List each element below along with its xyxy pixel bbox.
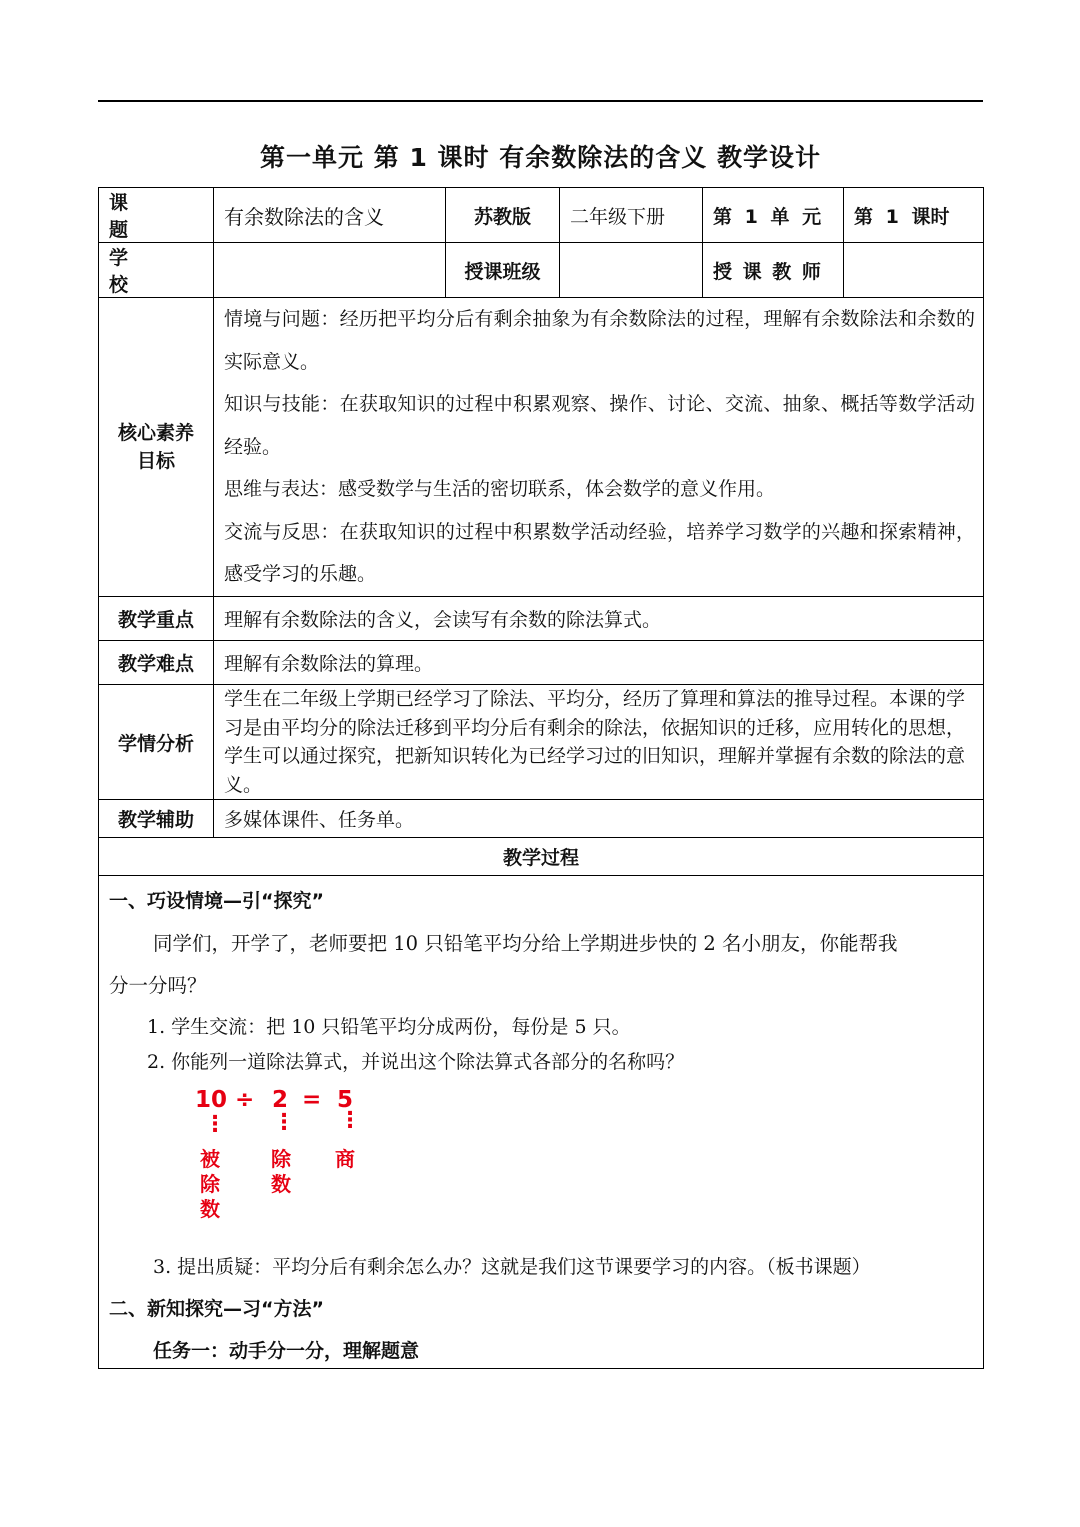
topic-label: 课 题: [99, 188, 214, 243]
class-label: 授课班级: [446, 243, 560, 298]
school-label: 学 校: [99, 243, 214, 298]
goals-label-line2: 目标: [136, 450, 175, 472]
step-item: 2. 你能列一道除法算式，并说出这个除法算式各部分的名称吗？: [147, 1051, 685, 1073]
process-heading-row: [99, 838, 984, 876]
dividend-name: 被除数: [200, 1147, 220, 1221]
analysis-value: 学生在二年级上学期已经学习了除法、平均分，经历了算理和算法的推导过程。本课的学习是由平均分的除法迁移到平均分后有剩余的除法，依据知识的迁移，应用转化的思想，学生可以通过探究，把新知识转化为已经学习过的旧知识，理解并掌握有余数的除法的意义。: [224, 688, 966, 796]
equation-divide-sign: ÷: [235, 1087, 255, 1113]
equation-divisor: 2: [272, 1087, 289, 1113]
header-row-topic: [99, 188, 984, 243]
difficulty-value: 理解有余数除法的算理。: [214, 641, 984, 685]
step-item: 1. 学生交流：把 10 只铅笔平均分成两份，每份是 5 只。: [147, 1016, 631, 1038]
teacher-value: [844, 243, 984, 298]
quotient-name: 商: [335, 1147, 355, 1171]
goal-item: 知识与技能：在获取知识的过程中积累观察、操作、讨论、交流、抽象、概括等数学活动经验。: [224, 393, 975, 458]
intro-text: 分一分吗？: [109, 974, 207, 997]
publisher: 苏教版: [446, 188, 560, 243]
equation-equals-sign: =: [302, 1087, 322, 1113]
divisor-name: 除数: [271, 1147, 291, 1196]
equation-quotient: 5: [337, 1087, 354, 1113]
goals-label: [99, 298, 214, 597]
analysis-label: 学情分析: [99, 685, 214, 800]
teacher-label: 授 课 教 师: [703, 243, 844, 298]
section-heading: 一、巧设情境—引“探究”: [109, 890, 324, 912]
task-heading: 任务一：动手分一分，理解题意: [153, 1340, 420, 1362]
top-rule: [98, 100, 983, 102]
goals-content: [214, 298, 984, 597]
grade: 二年级下册: [560, 188, 703, 243]
school-value: [214, 243, 446, 298]
difficulty-row: [99, 641, 984, 685]
intro-text: 同学们，开学了，老师要把 10 只铅笔平均分给上学期进步快的 2 名小朋友，你能帮我: [153, 932, 898, 955]
lesson-plan-table: [98, 187, 984, 1369]
key-point-label: 教学重点: [99, 597, 214, 641]
analysis-content: [214, 685, 984, 800]
analysis-row: [99, 685, 984, 800]
section-heading: 二、新知探究—习“方法”: [109, 1298, 324, 1320]
aids-row: [99, 800, 984, 838]
process-heading: 教学过程: [99, 838, 984, 876]
goal-item: 交流与反思：在获取知识的过程中积累数学活动经验，培养学习数学的兴趣和探索精神，感受学习的乐趣。: [224, 520, 975, 586]
goal-item: 思维与表达：感受数学与生活的密切联系，体会数学的意义作用。: [224, 478, 776, 501]
page-title: 第一单元 第 1 课时 有余数除法的含义 教学设计: [260, 143, 821, 172]
lesson: 第 1 课时: [844, 188, 984, 243]
equation-connector-dots: ⋮: [339, 1108, 361, 1133]
process-row: [99, 876, 984, 1369]
topic-value: 有余数除法的含义: [214, 188, 446, 243]
equation-connector-dots: ⋮: [273, 1110, 295, 1135]
goals-row: [99, 298, 984, 597]
goal-item: 情境与问题：经历把平均分后有剩余抽象为有余数除法的过程，理解有余数除法和余数的实际意义。: [224, 308, 975, 373]
step-item: 3. 提出质疑：平均分后有剩余怎么办？这就是我们这节课要学习的内容。（板书课题）: [153, 1256, 871, 1278]
equation-dividend: 10: [195, 1087, 228, 1113]
key-point-row: [99, 597, 984, 641]
aids-label: 教学辅助: [99, 800, 214, 838]
class-value: [560, 243, 703, 298]
aids-value: 多媒体课件、任务单。: [214, 800, 984, 838]
difficulty-label: 教学难点: [99, 641, 214, 685]
key-point-value: 理解有余数除法的含义，会读写有余数的除法算式。: [214, 597, 984, 641]
header-row-school: [99, 243, 984, 298]
goals-label-line1: 核心素养: [117, 422, 194, 444]
process-content: [99, 876, 984, 1369]
equation-connector-dots: ⋮: [204, 1112, 226, 1137]
unit: 第 1 单 元: [703, 188, 844, 243]
